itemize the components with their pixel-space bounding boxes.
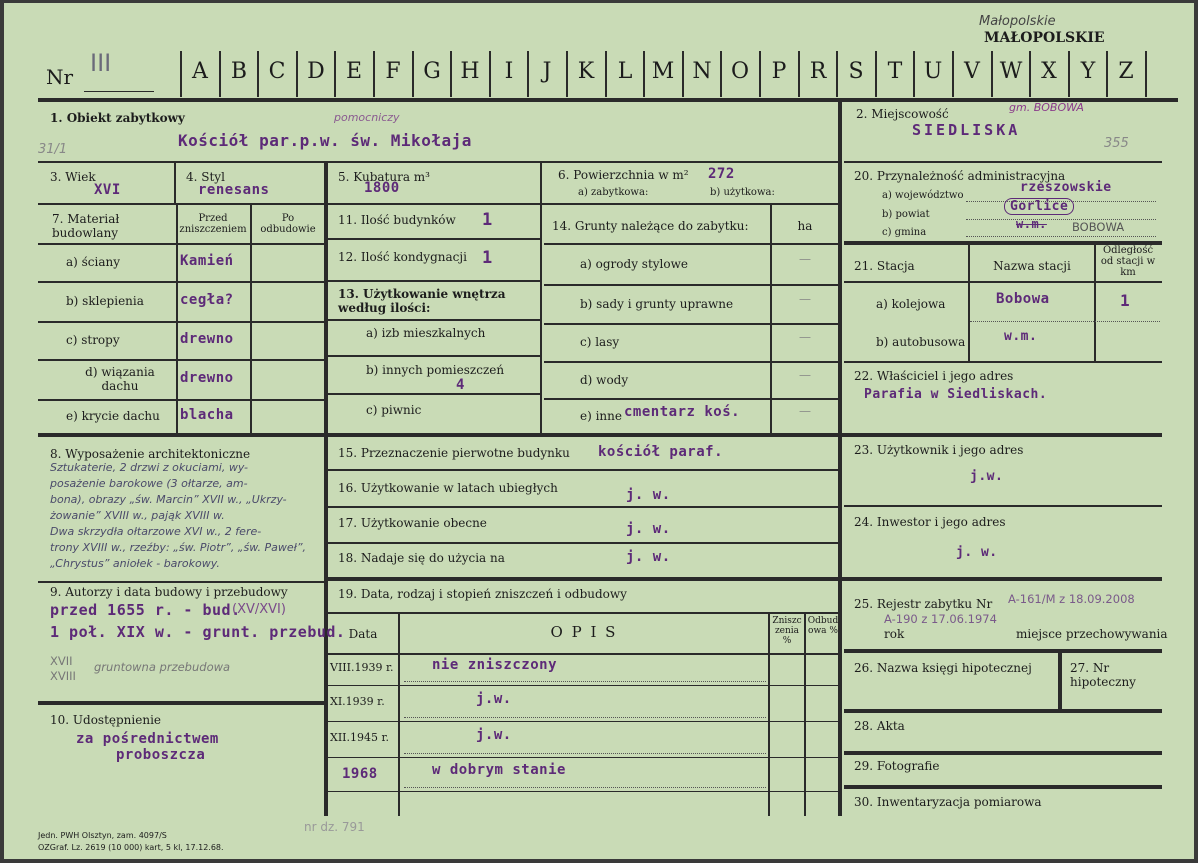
rule: [1145, 51, 1147, 97]
f7-row-value: blacha: [180, 407, 234, 423]
rule: [38, 399, 324, 401]
rule: [328, 393, 540, 395]
rule: [544, 361, 838, 363]
f8-line: żowanie” XVIII w., pająk XVIII w.: [50, 509, 225, 522]
f13-label: 13. Użytkowanie wnętrza według ilości:: [338, 287, 506, 315]
f8-line: „Chrystus” aniołek - barokowy.: [50, 557, 220, 570]
rule: [38, 161, 838, 163]
f20-a: a) województwo: [882, 190, 964, 201]
f10-label: 10. Udostępnienie: [50, 713, 162, 727]
f17-label: 17. Użytkowanie obecne: [338, 516, 487, 530]
rule: [38, 98, 1178, 102]
f13-b: b) innych pomieszczeń: [366, 363, 505, 377]
f19-row-desc: j.w.: [476, 727, 512, 743]
dots: [970, 321, 1160, 322]
rule: [328, 280, 540, 282]
f22-label: 22. Właściciel i jego adres: [854, 369, 1014, 383]
f26-label: 26. Nazwa księgi hipotecznej: [854, 661, 1032, 675]
f9-label: 9. Autorzy i data budowy i przebudowy: [50, 585, 288, 599]
rule: [844, 649, 1162, 653]
letter-d: D: [307, 59, 325, 84]
rule: [844, 709, 1162, 713]
f18-label: 18. Nadaje się do użycia na: [338, 551, 505, 565]
f2-value: SIEDLISKA: [912, 121, 1021, 139]
f14-row-ha: —: [799, 330, 811, 344]
f1-side-note: 31/1: [38, 142, 68, 157]
f7-col-after: Po odbudowie: [260, 213, 316, 235]
rule: [174, 161, 176, 203]
f20-a-value: rzeszowskie: [1020, 180, 1112, 195]
f12-label: 12. Ilość kondygnacji: [338, 250, 467, 264]
rule: [38, 581, 328, 583]
dots: [966, 236, 1156, 237]
rule: [328, 469, 842, 471]
rule: [398, 612, 400, 816]
f4-label: 4. Styl: [186, 170, 225, 184]
letter-l: L: [617, 59, 633, 84]
f13-b-value: 4: [456, 377, 465, 393]
rule: [544, 323, 838, 325]
f16-label: 16. Użytkowanie w latach ubiegłych: [338, 481, 558, 495]
nr-value: III: [90, 49, 112, 77]
letter-j: J: [542, 59, 552, 84]
f20-label: 20. Przynależność administracyjna: [854, 169, 1066, 183]
f7-row-label: d) wiązania dachu: [85, 365, 155, 393]
f21-col-name: Nazwa stacji: [993, 259, 1071, 273]
f14-row-label: c) lasy: [580, 335, 620, 349]
rule: [328, 577, 1162, 581]
f24-label: 24. Inwestor i jego adres: [854, 515, 1006, 529]
f6-label: 6. Powierzchnia w m²: [558, 168, 689, 182]
f8-line: posażenie barokowe (3 ołtarze, am-: [50, 477, 248, 490]
f16-value: j. w.: [626, 487, 671, 503]
rule: [844, 785, 1162, 789]
f20-b-value: Gorlice: [1004, 198, 1074, 215]
f14-row-label: d) wody: [580, 373, 629, 387]
letter-n: N: [692, 59, 712, 84]
nr-underline: [84, 91, 154, 92]
dots: [404, 787, 766, 788]
rule: [328, 319, 540, 321]
f7-row-label: c) stropy: [66, 333, 120, 347]
f14-row-ha: —: [799, 368, 811, 382]
letter-c: C: [268, 59, 286, 84]
f8-line: Dwa skrzydła ołtarzowe XVI w., 2 fere-: [50, 525, 262, 538]
region-label: MAŁOPOLSKIE: [984, 30, 1105, 46]
f23-value: j.w.: [970, 469, 1004, 484]
f20-c-value: w.m.: [1016, 217, 1047, 231]
f8-line: Sztukaterie, 2 drzwi z okuciami, wy-: [50, 461, 248, 474]
f20-c: c) gmina: [882, 227, 927, 238]
f24-value: j. w.: [956, 545, 998, 560]
f21-label: 21. Stacja: [854, 259, 915, 273]
f29-label: 29. Fotografie: [854, 759, 940, 773]
rule: [328, 721, 840, 722]
f19-col-date: Data: [348, 627, 378, 641]
rule: [1058, 651, 1062, 711]
rule: [328, 542, 842, 544]
letter-g: G: [423, 59, 441, 84]
f21-col-dist: Odległość od stacji w km: [1100, 245, 1156, 278]
f19-row-desc: j.w.: [476, 691, 512, 707]
f7-row-value: cegła?: [180, 292, 234, 308]
f14-row-label: a) ogrody stylowe: [580, 257, 688, 271]
letter-u: U: [923, 59, 943, 84]
f9-note-a: XVII: [50, 654, 73, 668]
letter-r: R: [809, 59, 827, 84]
letter-p: P: [771, 59, 787, 84]
f19-row-date: XI.1939 r.: [330, 695, 385, 708]
letter-a: A: [192, 59, 208, 84]
rule: [804, 612, 806, 816]
f21-row-a-name: Bobowa: [996, 291, 1050, 307]
letter-k: K: [577, 59, 595, 84]
region-handwritten: Małopolskie: [979, 14, 1056, 29]
rule: [838, 98, 842, 816]
letter-h: H: [460, 59, 480, 84]
f19-row-desc: w dobrym stanie: [432, 762, 566, 778]
rule: [328, 791, 840, 792]
letter-b: B: [230, 59, 248, 84]
letter-z: Z: [1118, 59, 1134, 84]
f21-row-b-label: b) autobusowa: [876, 335, 966, 349]
letter-y: Y: [1080, 59, 1096, 84]
f22-value: Parafia w Siedliskach.: [864, 387, 1048, 402]
record-card: [4, 3, 1194, 859]
f19-row-date: XII.1945 r.: [330, 731, 390, 744]
f7-label: 7. Materiał budowlany: [52, 212, 120, 240]
rule: [328, 355, 540, 357]
rule: [324, 161, 328, 816]
f19-row-date: VIII.1939 r.: [330, 661, 394, 674]
f28-label: 28. Akta: [854, 719, 905, 733]
letter-e: E: [345, 59, 363, 84]
f2-number: 355: [1104, 136, 1129, 151]
f13-a: a) izb mieszkalnych: [366, 326, 486, 340]
f8-line: trony XVIII w., rzeźby: „św. Piotr”, „św. Paweł”,: [50, 541, 307, 554]
letter-w: W: [999, 59, 1023, 84]
letter-o: O: [730, 59, 750, 84]
f25-place: miejsce przechowywania: [1016, 627, 1168, 641]
f14-row-ha: —: [799, 252, 811, 266]
rule: [544, 284, 838, 286]
f1-label: 1. Obiekt zabytkowy: [50, 111, 185, 125]
f19-col-rebuilt: Odbudowa %: [807, 616, 839, 636]
f21-row-b-name: w.m.: [1004, 329, 1038, 344]
rule: [1094, 243, 1096, 363]
f15-value: kościół paraf.: [598, 444, 724, 460]
f5-label: 5. Kubatura m³: [338, 170, 430, 184]
f20-b: b) powiat: [882, 209, 930, 220]
f13-c: c) piwnic: [366, 403, 422, 417]
f30-label: 30. Inwentaryzacja pomiarowa: [854, 795, 1042, 809]
f7-row-label: e) krycie dachu: [66, 409, 160, 423]
rule: [540, 161, 542, 433]
f11-value: 1: [482, 210, 493, 230]
rule: [38, 203, 838, 205]
f9-line1-note: (XV/XVI): [232, 602, 286, 617]
f7-row-value: drewno: [180, 370, 234, 386]
footer-line1: Jedn. PWH Olsztyn, zam. 4097/S: [38, 831, 167, 840]
f6-sub-a: a) zabytkowa:: [578, 187, 649, 198]
dots: [404, 681, 766, 682]
f23-label: 23. Użytkownik i jego adres: [854, 443, 1024, 457]
f7-row-label: a) ściany: [66, 255, 121, 269]
f19-col-destr: Zniszczenia %: [772, 616, 802, 646]
f1-note: pomocniczy: [334, 111, 400, 124]
rule: [38, 321, 324, 323]
rule: [544, 398, 838, 400]
f25-value1: A-161/M z 18.09.2008: [1008, 592, 1135, 606]
f14-row-ha: —: [799, 404, 811, 418]
rule: [38, 433, 1162, 437]
f14-unit: ha: [797, 219, 813, 233]
rule: [844, 161, 1162, 163]
rule: [328, 612, 840, 614]
rule: [844, 505, 1162, 507]
rule: [844, 751, 1162, 755]
rule: [328, 506, 842, 508]
f2-label: 2. Miejscowość: [856, 107, 949, 121]
f3-value: XVI: [94, 182, 121, 198]
f7-row-label: b) sklepienia: [66, 294, 144, 308]
f4-value: renesans: [198, 182, 270, 198]
f6-value: 272: [708, 166, 735, 182]
f9-note-b: XVIII: [50, 669, 76, 683]
f17-value: j. w.: [626, 521, 671, 537]
f9-line2: 1 poł. XIX w. - grunt. przebud.: [50, 623, 346, 641]
rule: [38, 243, 324, 245]
f25-label: 25. Rejestr zabytku Nr: [854, 597, 993, 611]
rule: [544, 243, 838, 245]
f7-row-value: Kamień: [180, 253, 234, 269]
f6-sub-b: b) użytkowa:: [710, 187, 775, 198]
rule: [328, 685, 840, 686]
letter-x: X: [1041, 59, 1057, 84]
f8-label: 8. Wyposażenie architektoniczne: [50, 447, 251, 461]
f14-row-label: b) sady i grunty uprawne: [580, 297, 734, 311]
f8-line: bona), obrazy „św. Marcin” XVII w., „Ukrzy-: [50, 493, 287, 506]
f10-line1: za pośrednictwem: [76, 731, 219, 747]
f21-row-a-label: a) kolejowa: [876, 297, 946, 311]
f7-row-value: drewno: [180, 331, 234, 347]
footer-note: nr dz. 791: [304, 820, 365, 834]
f14-row-ha: —: [799, 292, 811, 306]
f10-line2: proboszcza: [116, 747, 206, 763]
footer-line2: OZGraf. Lz. 2619 (10 000) kart, 5 kl, 17.12.68.: [38, 843, 224, 852]
f19-col-desc: O P I S: [550, 623, 618, 641]
dots: [404, 753, 766, 754]
f14-e-value: cmentarz koś.: [624, 404, 741, 420]
f25-rok: rok: [884, 627, 905, 641]
f19-row-date: 1968: [342, 766, 378, 782]
f11-label: 11. Ilość budynków: [338, 213, 456, 227]
f19-label: 19. Data, rodzaj i stopień zniszczeń i odbudowy: [338, 587, 627, 601]
f15-label: 15. Przeznaczenie pierwotne budynku: [338, 446, 570, 460]
f14-row-label: e) inne: [580, 409, 622, 423]
rule: [844, 281, 1162, 283]
f9-line1: przed 1655 r. - bud.: [50, 601, 241, 619]
f12-value: 1: [482, 248, 493, 268]
f1-value: Kościół par.p.w. św. Mikołaja: [178, 131, 472, 150]
f14-label: 14. Grunty należące do zabytku:: [552, 219, 749, 233]
rule: [328, 653, 840, 655]
rule: [38, 359, 324, 361]
f5-value: 1800: [364, 180, 400, 196]
f2-note: gm. BOBOWA: [1009, 101, 1084, 114]
letter-f: F: [385, 59, 401, 84]
rule: [38, 281, 324, 283]
letter-m: M: [651, 59, 675, 84]
letter-i: I: [504, 59, 514, 84]
f20-c-note: BOBOWA: [1072, 220, 1125, 234]
letter-s: S: [848, 59, 864, 84]
f25-value2: A-190 z 17.06.1974: [884, 612, 997, 626]
rule: [328, 757, 840, 758]
letter-v: V: [964, 59, 980, 84]
f19-row-desc: nie zniszczony: [432, 657, 558, 673]
f7-col-before: Przed zniszczeniem: [179, 213, 247, 235]
dots: [404, 717, 766, 718]
f3-label: 3. Wiek: [50, 170, 96, 184]
rule: [328, 238, 540, 240]
rule: [38, 701, 328, 705]
f9-note-text: gruntowna przebudowa: [94, 660, 231, 674]
letter-t: T: [887, 59, 903, 84]
f18-value: j. w.: [626, 549, 671, 565]
rule: [844, 361, 1162, 363]
dots: [966, 219, 1156, 220]
f21-row-a-dist: 1: [1120, 291, 1131, 310]
nr-label: Nr: [46, 65, 74, 89]
f27-label: 27. Nr hipoteczny: [1070, 661, 1136, 689]
